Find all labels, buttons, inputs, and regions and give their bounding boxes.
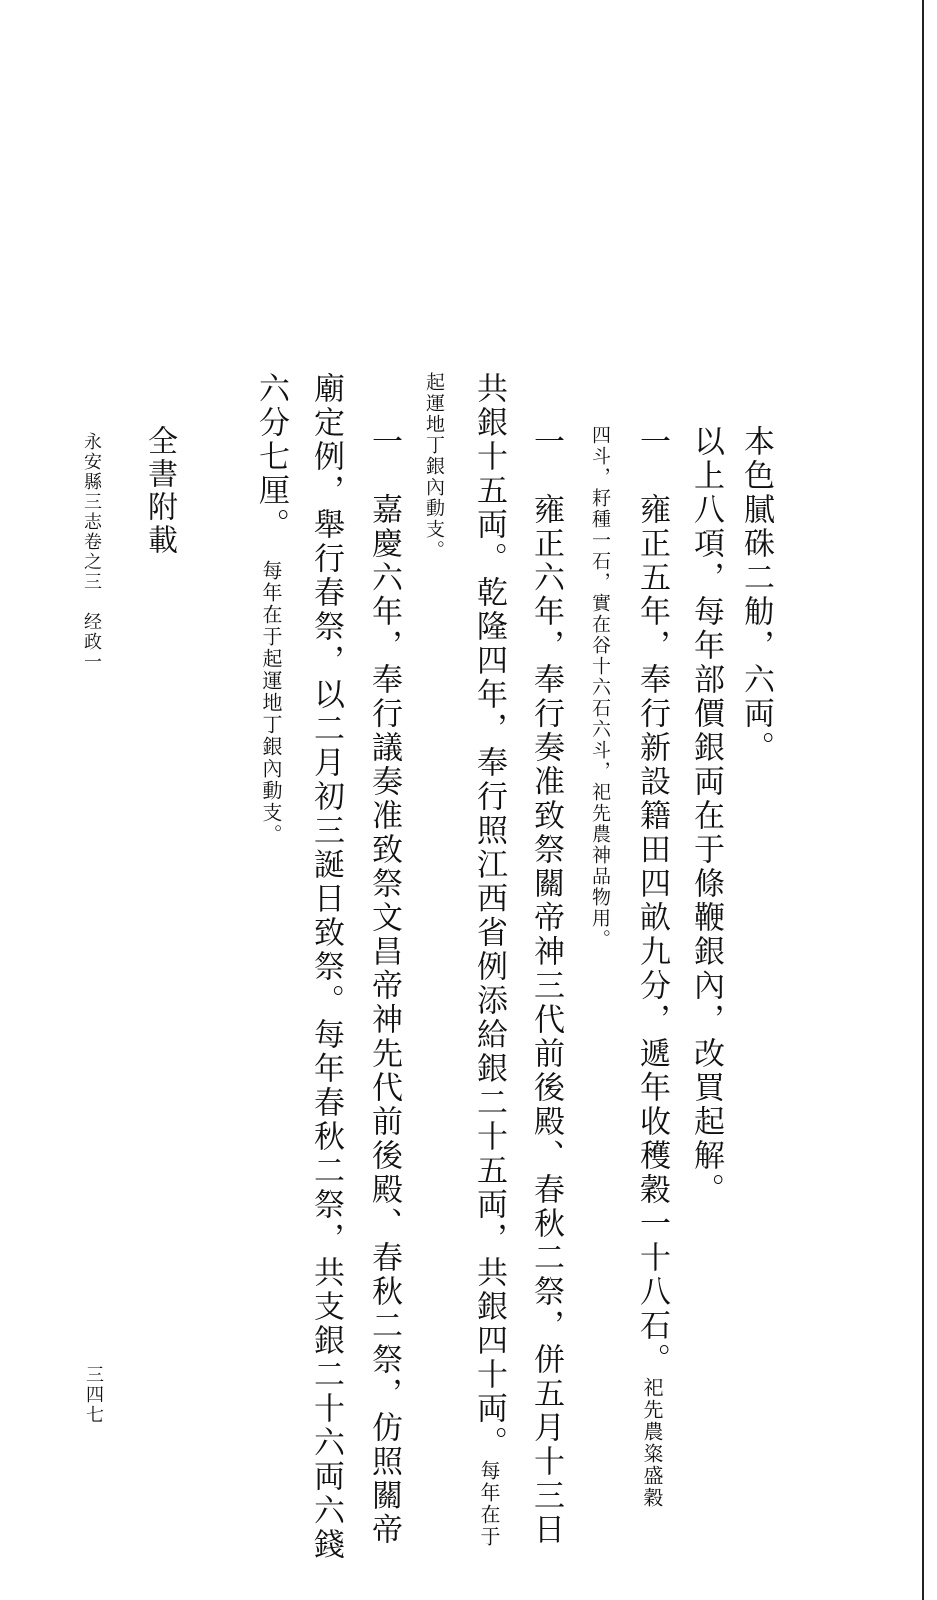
text-column-4: [528, 425, 564, 1547]
note-column-1: [590, 425, 609, 950]
section-heading: 全書附載: [142, 425, 177, 557]
text-column-2: [688, 425, 724, 1207]
text-column-6: [366, 425, 402, 1547]
text-line: 廟定例，舉行春祭，以二月初三誕日致祭。每年春秋二祭，共支銀二十六両六錢: [308, 372, 344, 1562]
text-line: 本色膩硃二觔，六両。: [738, 425, 774, 765]
note-line: 起運地丁銀內動支。: [423, 372, 445, 561]
page-number: 三四七: [83, 1365, 104, 1425]
running-title: 永安縣三志卷之三 经政一: [81, 432, 102, 672]
inline-note: 每年在于: [477, 1460, 501, 1548]
inline-note: 祀先農粢盛穀: [640, 1377, 664, 1509]
text-line: 一 雍正五年，奉行新設籍田四畝九分，遞年收穫穀一十八石。: [634, 425, 670, 1377]
text-line: 六分七厘。: [253, 372, 289, 542]
page-edge-line: [922, 0, 924, 1600]
text-column-5: [471, 372, 507, 1548]
text-column-8: [253, 372, 289, 846]
note-line: 四斗，耔種一石，實在谷十六石六斗，祀先農神品物用。: [589, 425, 611, 950]
text-line: 共銀十五両。乾隆四年，奉行照江西省例添給銀二十五両，共銀四十両。: [471, 372, 507, 1460]
text-column-3: [634, 425, 670, 1509]
text-line: 以上八項，每年部價銀両在于條鞭銀內，改買起解。: [688, 425, 724, 1207]
text-column-1: [738, 425, 774, 765]
text-line: 一 雍正六年，奉行奏准致祭關帝神三代前後殿、春秋二祭，併五月十三日: [528, 425, 564, 1547]
text-column-7: [308, 372, 344, 1562]
inline-note: 每年在于起運地丁銀內動支。: [259, 560, 283, 846]
note-column-2: [424, 372, 443, 561]
text-line: 一 嘉慶六年，奉行議奏准致祭文昌帝神先代前後殿、春秋二祭，仿照關帝: [366, 425, 402, 1547]
